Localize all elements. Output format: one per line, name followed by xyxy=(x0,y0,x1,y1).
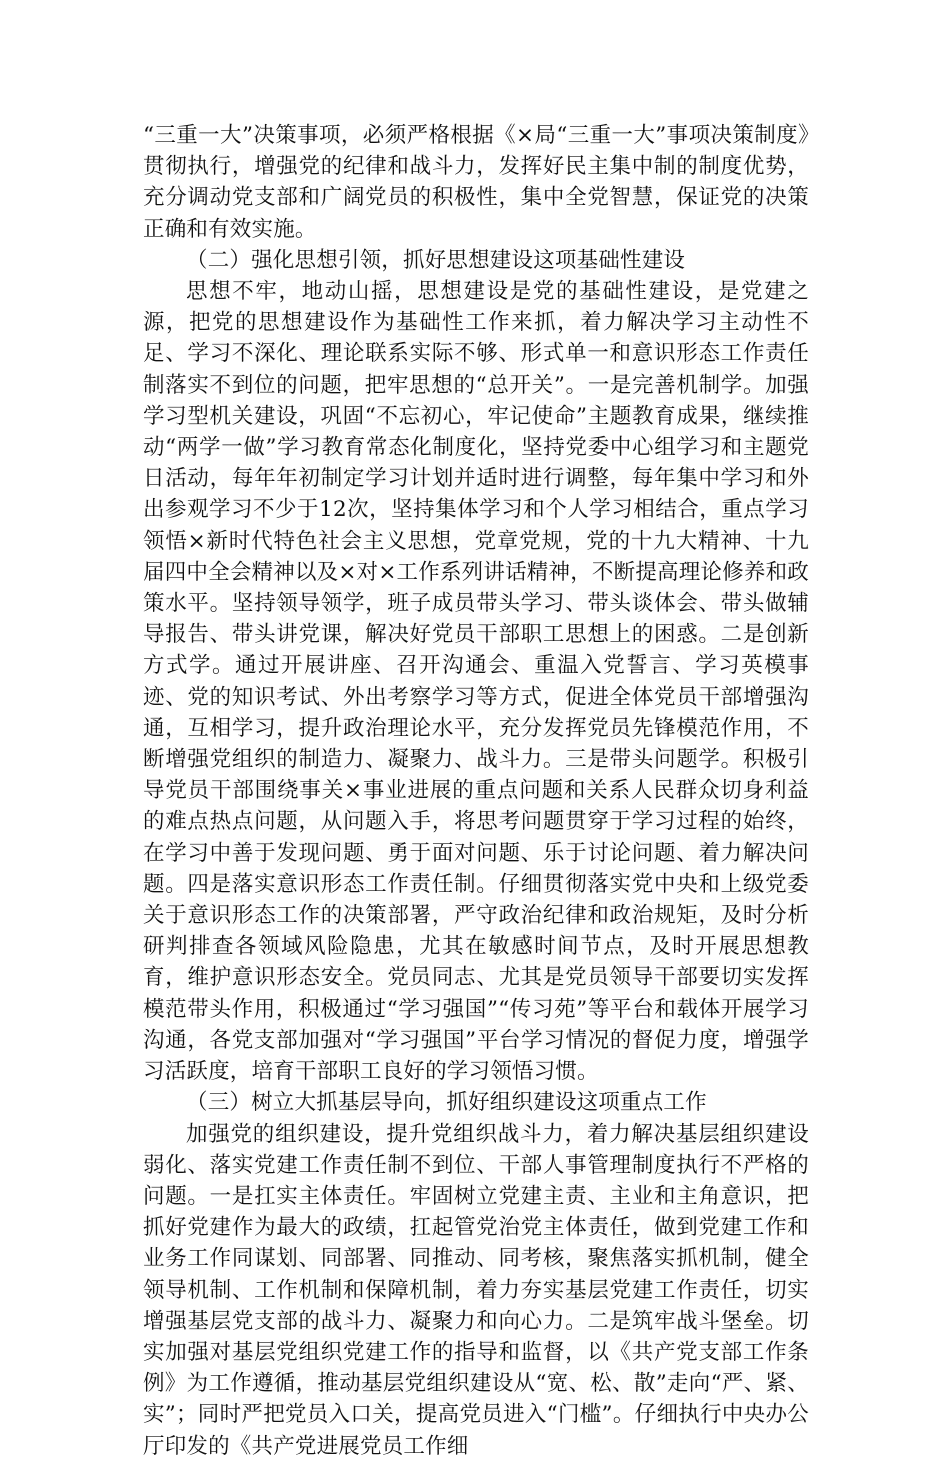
paragraph-decision-matters: “三重一大”决策事项，必须严格根据《×局“三重一大”事项决策制度》贯彻执行，增强党的纪律和战斗力，发挥好民主集中制的制度优势，充分调动党支部和广阔党员的积极性，集中全党智慧，保证党的决策正确和有效实施。 xyxy=(143,123,809,242)
section-heading-organizational-building: （三）树立大抓基层导向，抓好组织建设这项重点工作 xyxy=(186,1090,707,1116)
paragraph-ideological-building: 思想不牢，地动山摇，思想建设是党的基础性建设，是党建之源，把党的思想建设作为基础性工作来抓，着力解决学习主动性不足、学习不深化、理论联系实际不够、形式单一和意识形态工作责任制落实不到位的问题，把牢思想的“总开关”。一是完善机制学。加强学习型机关建设，巩固“不忘初心，牢记使命”主题教育成果，继续推动“两学一做”学习教育常态化制度化，坚持党委中心组学习和主题党日活动，每年年初制定学习计划并适时进行调整，每年集中学习和外出参观学习不少于12次，坚持集体学习和个人学习相结合，重点学习领悟×新时代特色社会主义思想，党章党规，党的十九大精神、十九届四中全会精神以及×对×工作系列讲话精神，不断提高理论修养和政策水平。坚持领导领学，班子成员带头学习、带头谈体会、带头做辅导报告、带头讲党课，解决好党员干部职工思想上的困惑。二是创新方式学。通过开展讲座、召开沟通会、重温入党誓言、学习英模事迹、党的知识考试、外出考察学习等方式，促进全体党员干部增强沟通，互相学习，提升政治理论水平，充分发挥党员先锋模范作用，不断增强党组织的制造力、凝聚力、战斗力。三是带头问题学。积极引导党员干部围绕事关×事业进展的重点问题和关系人民群众切身利益的难点热点问题，从问题入手，将思考问题贯穿于学习过程的始终，在学习中善于发现问题、勇于面对问题、乐于讨论问题、着力解决问题。四是落实意识形态工作责任制。仔细贯彻落实党中央和上级党委关于意识形态工作的决策部署，严守政治纪律和政治规矩，及时分析研判排查各领域风险隐患，尤其在敏感时间节点，及时开展思想教育，维护意识形态安全。党员同志、尤其是党员领导干部要切实发挥模范带头作用，积极通过“学习强国”“传习苑”等平台和载体开展学习沟通，各党支部加强对“学习强国”平台学习情况的督促力度，增强学习活跃度，培育干部职工良好的学习领悟习惯。 xyxy=(143,279,809,1085)
document-body xyxy=(143,120,809,1462)
section-heading-ideological-building: （二）强化思想引领，抓好思想建设这项基础性建设 xyxy=(186,247,686,273)
paragraph-organizational-building: 加强党的组织建设，提升党组织战斗力，着力解决基层组织建设弱化、落实党建工作责任制不到位、干部人事管理制度执行不严格的问题。一是扛实主体责任。牢固树立党建主责、主业和主角意识，把抓好党建作为最大的政绩，扛起管党治党主体责任，做到党建工作和业务工作同谋划、同部署、同推动、同考核，聚焦落实抓机制，健全领导机制、工作机制和保障机制，着力夯实基层党建工作责任，切实增强基层党支部的战斗力、凝聚力和向心力。二是筑牢战斗堡垒。切实加强对基层党组织党建工作的指导和监督，以《共产党支部工作条例》为工作遵循，推动基层党组织建设从“宽、松、散”走向“严、紧、实”；同时严把党员入口关，提高党员进入“门槛”。仔细执行中央办公厅印发的《共产党进展党员工作细 xyxy=(143,1121,809,1459)
